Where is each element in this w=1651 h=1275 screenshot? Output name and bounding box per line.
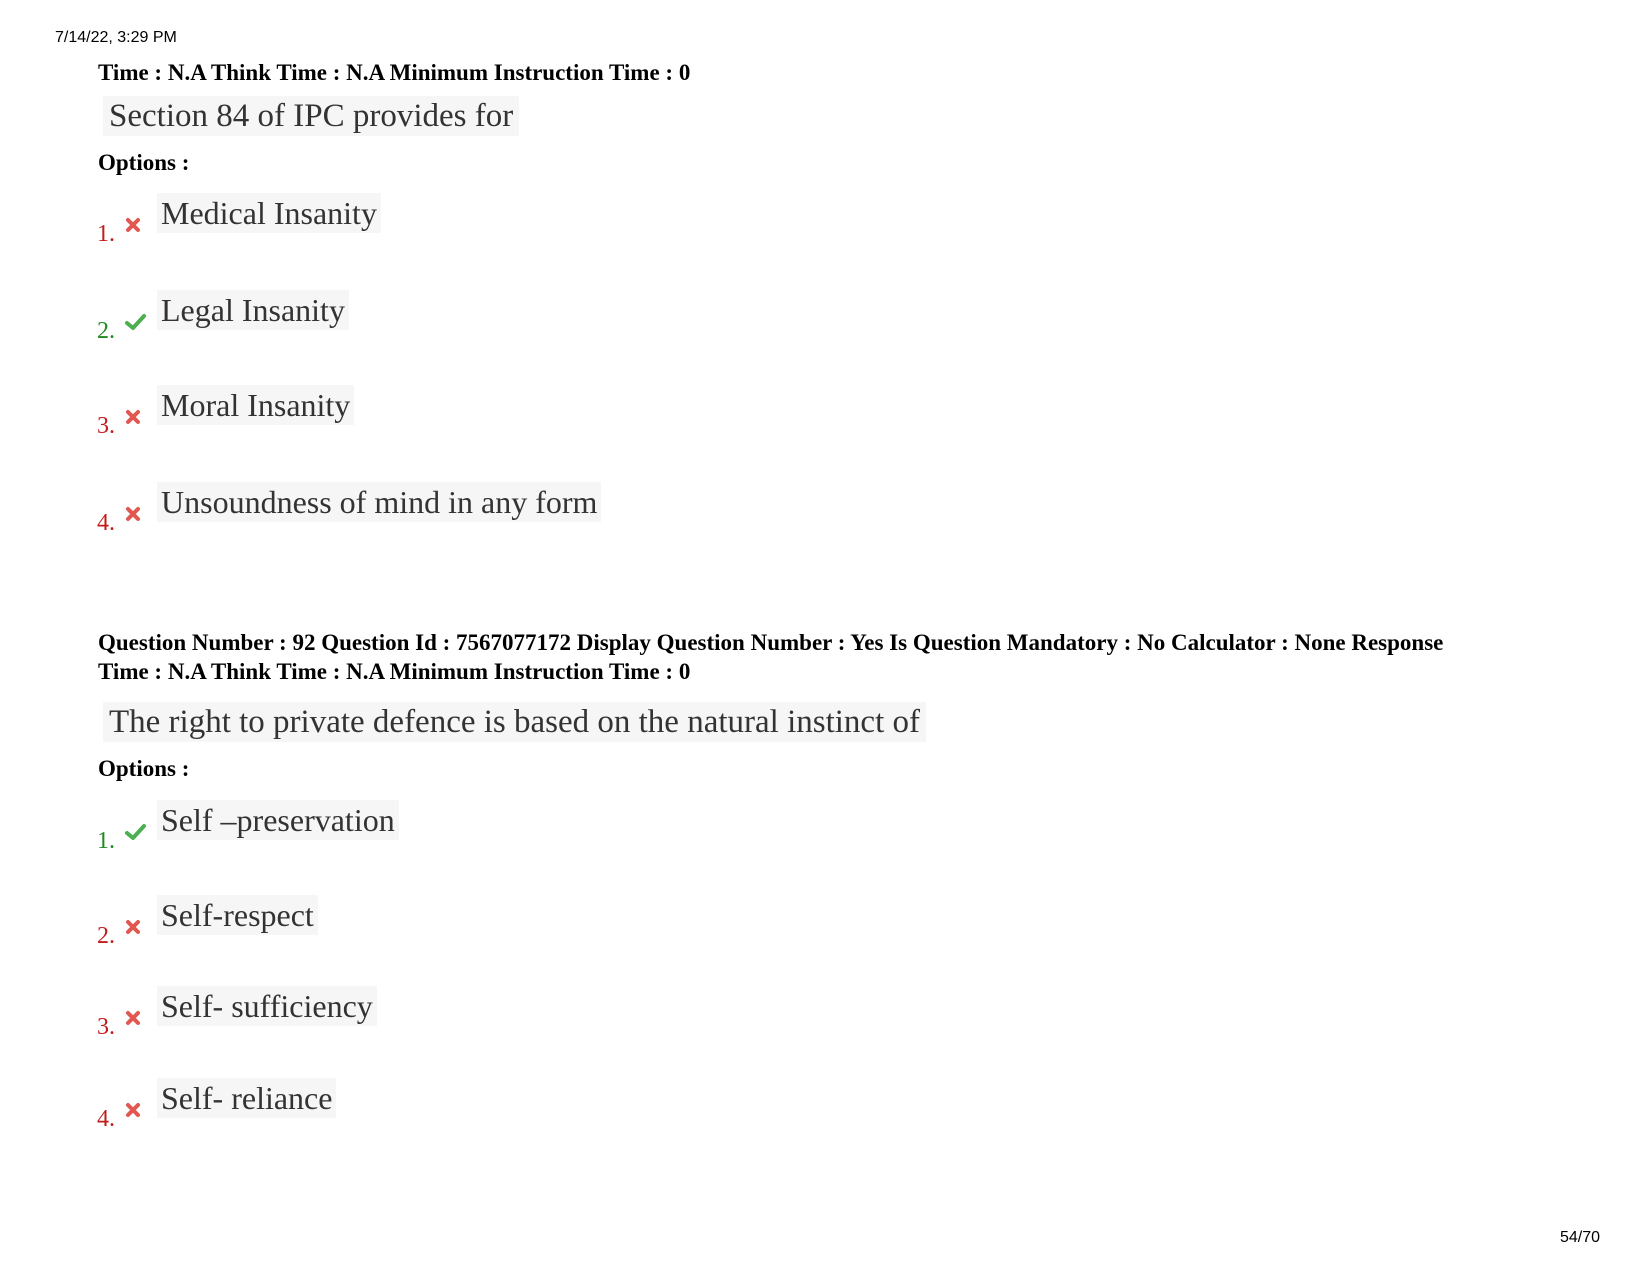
cross-icon (123, 1100, 143, 1120)
cross-icon (123, 215, 143, 235)
option-number: 3. (97, 413, 115, 439)
cross-icon (123, 504, 143, 524)
option-item (97, 1078, 797, 1138)
option-item (97, 385, 797, 445)
option-item (97, 482, 797, 542)
option-text: Self-respect (157, 895, 318, 935)
options-label: Options : (98, 150, 190, 175)
option-text: Medical Insanity (157, 193, 381, 233)
option-text: Moral Insanity (157, 385, 354, 425)
option-item (97, 986, 797, 1046)
check-icon (123, 312, 147, 332)
option-text: Self- sufficiency (157, 986, 377, 1026)
cross-icon (123, 917, 143, 937)
option-number: 1. (97, 221, 115, 247)
cross-icon (123, 1008, 143, 1028)
cross-icon (123, 407, 143, 427)
option-item (97, 895, 797, 955)
question-text: The right to private defence is based on the natural instinct of (103, 702, 926, 742)
question-meta-line: Time : N.A Think Time : N.A Minimum Instruction Time : 0 (98, 659, 691, 684)
option-item (97, 800, 797, 860)
option-text: Self –preservation (157, 800, 399, 840)
option-number: 3. (97, 1014, 115, 1040)
option-item (97, 193, 797, 253)
option-text: Self- reliance (157, 1078, 336, 1118)
option-number: 2. (97, 923, 115, 949)
question-meta-line: Question Number : 92 Question Id : 7567077172 Display Question Number : Yes Is Question Mandatory : No Calculator : None Response (98, 630, 1444, 655)
options-label: Options : (98, 756, 190, 781)
page-number: 54/70 (1560, 1229, 1601, 1246)
option-number: 2. (97, 318, 115, 344)
option-item (97, 290, 797, 350)
option-number: 1. (97, 828, 115, 854)
question-meta-line: Time : N.A Think Time : N.A Minimum Instruction Time : 0 (98, 60, 691, 85)
option-number: 4. (97, 1106, 115, 1132)
option-number: 4. (97, 510, 115, 536)
question-text: Section 84 of IPC provides for (103, 96, 519, 136)
check-icon (123, 822, 147, 842)
option-text: Unsoundness of mind in any form (157, 482, 601, 522)
print-timestamp: 7/14/22, 3:29 PM (55, 29, 177, 46)
option-text: Legal Insanity (157, 290, 349, 330)
